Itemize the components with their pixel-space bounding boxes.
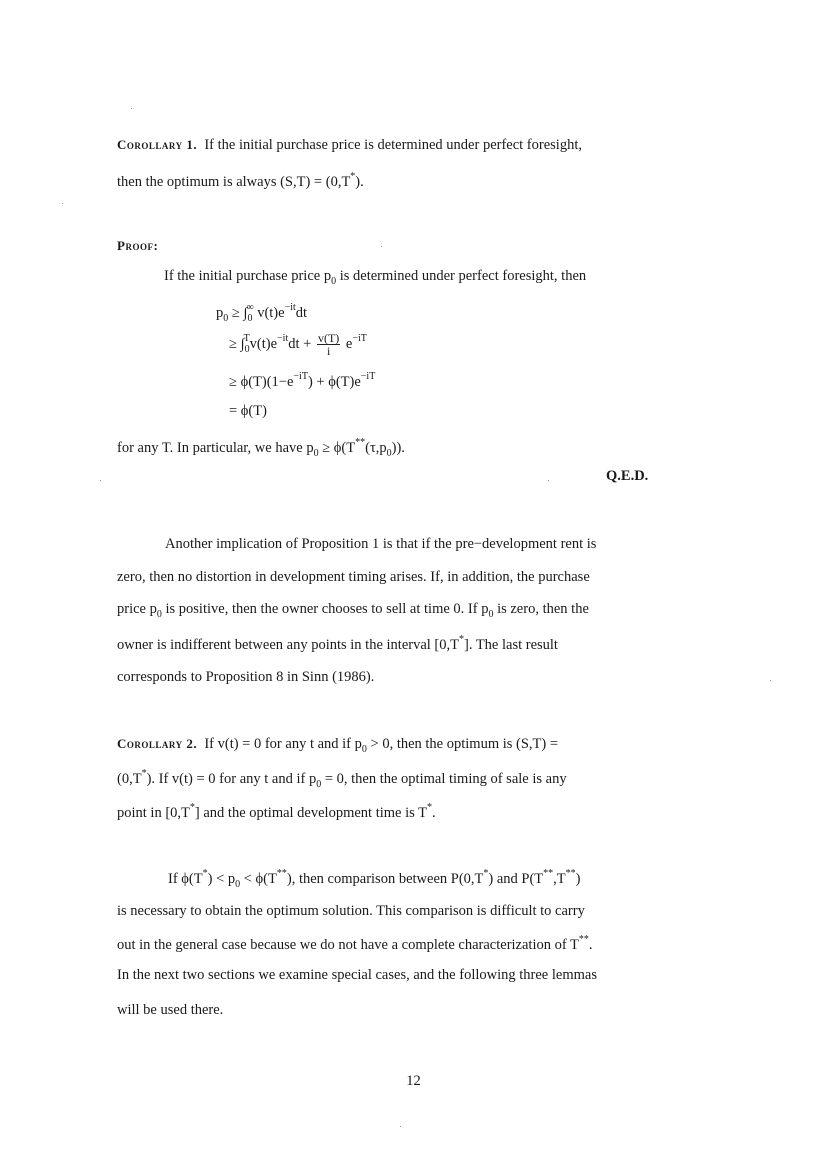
eq-text: ≥ ϕ(T)(1−e — [229, 374, 294, 390]
subscript: 0 — [247, 313, 253, 324]
subscript: 0 — [361, 744, 367, 755]
eq-text: dt + — [288, 335, 315, 352]
proof-text: for any T. In particular, we have p — [117, 440, 314, 456]
subscript: 0 — [316, 779, 322, 790]
corollary1-line1 — [117, 137, 582, 154]
superscript: * — [141, 768, 147, 779]
paragraph2-line2: is necessary to obtain the optimum solution. This comparison is difficult to carry — [117, 903, 585, 919]
paragraph-text: . — [588, 937, 593, 953]
superscript: ∞ — [246, 302, 254, 313]
corollary2-line2 — [117, 768, 567, 790]
scan-speck — [100, 480, 101, 481]
corollary1-text: then the optimum is always (S,T) = (0,T — [117, 174, 351, 190]
equation-line-1 — [216, 302, 307, 324]
eq-text: e — [342, 335, 353, 352]
proof-label: Proof: — [117, 238, 159, 253]
superscript: ** — [276, 868, 287, 879]
scan-speck — [62, 203, 63, 204]
paragraph1-line4 — [117, 634, 558, 654]
corollary2-label: Corollary 2. — [117, 736, 198, 751]
corollary2-line1 — [117, 736, 558, 755]
paragraph1-line5: corresponds to Proposition 8 in Sinn (1986). — [117, 669, 375, 685]
superscript: ** — [543, 868, 554, 879]
subscript: 0 — [223, 313, 229, 324]
corollary1-text: If the initial purchase price is determined under perfect foresight, — [204, 137, 582, 153]
eq-text: ≥ ∫ — [229, 335, 245, 352]
page-number: 12 — [406, 1073, 421, 1089]
superscript: ** — [565, 868, 576, 879]
corollary2-text: ). If v(t) = 0 for any t and if p — [146, 771, 317, 787]
scan-speck — [770, 680, 771, 681]
superscript: −iT — [293, 371, 308, 382]
paragraph-text: price p — [117, 601, 157, 617]
proof-heading — [117, 238, 158, 255]
superscript: * — [350, 171, 356, 182]
corollary2-text: > 0, then the optimum is (S,T) = — [366, 736, 559, 752]
eq-text: ) + ϕ(T)e — [307, 374, 361, 390]
proof-text: )). — [391, 440, 405, 456]
proof-intro — [164, 268, 586, 287]
subscript: 0 — [235, 879, 241, 890]
corollary2-line3 — [117, 802, 436, 822]
eq-text: v(t)e — [249, 335, 278, 352]
superscript: ** — [578, 934, 589, 945]
proof-text: ≥ ϕ(T — [318, 440, 356, 456]
corollary2-text: = 0, then the optimal timing of sale is any — [321, 771, 567, 787]
proof-text: If the initial purchase price p — [164, 268, 332, 284]
eq-text: p — [216, 305, 224, 321]
qed-mark: Q.E.D. — [606, 468, 649, 484]
equation-line-4 — [229, 403, 267, 420]
proof-text: (τ,p — [365, 440, 387, 456]
corollary1-text: ). — [355, 174, 364, 190]
equation-line-2 — [229, 332, 367, 357]
superscript: * — [483, 868, 489, 879]
subscript: 0 — [386, 448, 392, 459]
superscript: −iT — [360, 371, 376, 382]
corollary2-text: (0,T — [117, 771, 142, 787]
superscript: T — [243, 332, 250, 344]
scan-speck — [400, 1126, 401, 1127]
paragraph1-line3 — [117, 601, 589, 620]
corollary2-text: point in [0,T — [117, 805, 190, 821]
paragraph-text: is positive, then the owner chooses to sell at time 0. If p — [161, 601, 489, 617]
proof-text: is determined under perfect foresight, then — [336, 268, 587, 284]
superscript: * — [202, 868, 208, 879]
superscript: −it — [277, 332, 289, 344]
fraction-denominator: i — [326, 344, 331, 358]
paragraph-text: is zero, then the — [493, 601, 589, 617]
corollary1-line2 — [117, 171, 364, 191]
paragraph1-line1: Another implication of Proposition 1 is that if the pre−development rent is — [165, 536, 597, 552]
corollary2-text: ] and the optimal development time is T — [194, 805, 427, 821]
paragraph-text: owner is indifferent between any points in the interval [0,T — [117, 637, 459, 653]
eq-text: = ϕ(T) — [229, 403, 267, 419]
eq-text: dt — [295, 305, 308, 321]
paragraph-text: ) < p — [207, 871, 236, 887]
superscript: ** — [355, 437, 366, 448]
subscript: 0 — [488, 609, 494, 620]
paragraph-text: ) and P(T — [488, 871, 544, 887]
paragraph2-line4: In the next two sections we examine special cases, and the following three lemmas — [117, 967, 597, 983]
superscript: * — [459, 634, 464, 645]
eq-text: ≥ ∫ — [228, 305, 248, 321]
subscript: 0 — [156, 609, 162, 620]
subscript: 0 — [313, 448, 319, 459]
paragraph2-line1 — [168, 868, 580, 890]
superscript: * — [427, 802, 432, 813]
eq-text: v(t)e — [253, 305, 285, 321]
corollary2-text: If v(t) = 0 for any t and if p — [204, 736, 362, 752]
subscript: 0 — [331, 276, 337, 287]
superscript: −it — [284, 302, 296, 313]
paragraph-text: ]. The last result — [464, 637, 558, 653]
fraction — [317, 332, 340, 357]
paragraph-text: ,T — [553, 871, 566, 887]
paragraph2-line3 — [117, 934, 593, 954]
scan-speck — [381, 246, 382, 247]
scan-speck — [548, 480, 549, 481]
paragraph-text: ), then comparison between P(0,T — [286, 871, 484, 887]
equation-line-3 — [229, 371, 375, 391]
proof-conclusion — [117, 437, 405, 459]
paragraph-text: < ϕ(T — [240, 871, 277, 887]
fraction-numerator: v(T) — [317, 331, 340, 345]
corollary2-text: . — [432, 805, 436, 821]
paragraph-text: If ϕ(T — [168, 871, 203, 887]
paragraph1-line2: zero, then no distortion in development timing arises. If, in addition, the purchase — [117, 569, 590, 585]
scan-speck — [131, 108, 132, 109]
subscript: 0 — [244, 343, 250, 355]
paragraph2-line5: will be used there. — [117, 1002, 224, 1018]
paragraph-text: out in the general case because we do not have a complete characterization of T — [117, 937, 579, 953]
paragraph-text: ) — [575, 871, 581, 887]
superscript: * — [189, 802, 195, 813]
corollary1-label: Corollary 1. — [117, 137, 198, 152]
superscript: −iT — [352, 332, 367, 344]
